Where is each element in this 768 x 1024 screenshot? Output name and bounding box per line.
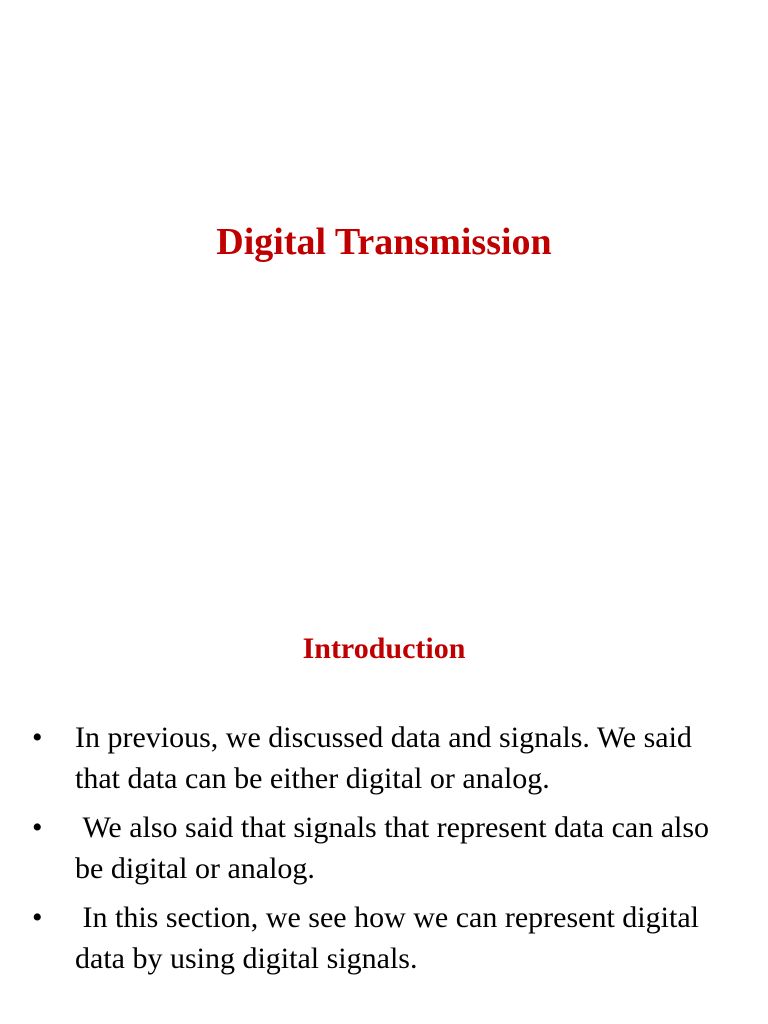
bullet-list [30, 717, 730, 987]
slide-title: Digital Transmission [216, 221, 552, 263]
bullet-marker-icon: • [32, 721, 43, 754]
bullet-text: In this section, we see how we can represent digital data by using digital signals. [75, 901, 707, 975]
bullet-text: We also said that signals that represent data can also be digital or analog. [75, 811, 717, 885]
bullet-item [30, 717, 730, 799]
bullet-marker-icon: • [32, 901, 43, 934]
bullet-item [30, 807, 730, 889]
bullet-item [30, 897, 730, 979]
section-heading: Introduction [302, 632, 466, 665]
bullet-text: In previous, we discussed data and signals. We said that data can be either digital or analog. [75, 721, 700, 795]
introduction-slide [0, 512, 768, 1024]
bullet-marker-icon: • [32, 811, 43, 844]
